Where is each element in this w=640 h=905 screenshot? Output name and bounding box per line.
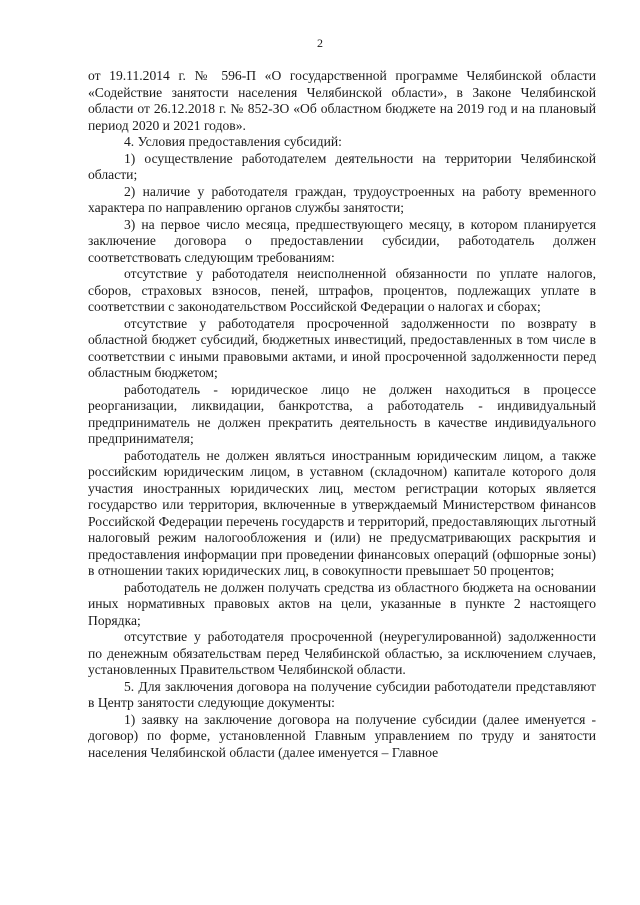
body-text — [88, 68, 596, 761]
paragraph: 1) осуществление работодателем деятельности на территории Челябинской области; — [88, 150, 596, 182]
paragraph: 2) наличие у работодателя граждан, трудоустроенных на работу временного характера по направлению органов службы занятости; — [88, 183, 596, 215]
paragraph: 5. Для заключения договора на получение субсидии работодатели представляют в Центр занятости следующие документы: — [88, 678, 596, 710]
paragraph: работодатель не должен являться иностранным юридическим лицом, а также российским юридическим лицом, в уставном (складочном) капитале которого доля участия иностранных юридических лиц, местом регистрации которых является государство или территория, включенные в утверждаемый Министерством финансов Российской Федерации перечень государств и территорий, предоставляющих льготный налоговый режим налогообложения и (или) не предусматривающих раскрытия и предоставления информации при проведении финансовых операций (офшорные зоны) в отношении таких юридических лиц, в совокупности превышает 50 процентов; — [88, 447, 596, 578]
paragraph: отсутствие у работодателя просроченной (неурегулированной) задолженности по денежным обязательствам перед Челябинской областью, за исключением случаев, установленных Правительством Челябинской области. — [88, 629, 596, 677]
paragraph: 3) на первое число месяца, предшествующего месяцу, в котором планируется заключение договора о предоставлении субсидии, работодатель должен соответствовать следующим требованиям: — [88, 216, 596, 265]
paragraph: отсутствие у работодателя просроченной задолженности по возврату в областной бюджет субсидий, бюджетных инвестиций, предоставленных в том числе в соответствии с иными правовыми актами, и иной просроченной задолженности перед областным бюджетом; — [88, 315, 596, 380]
paragraph: 4. Условия предоставления субсидий: — [124, 134, 342, 149]
paragraph: от 19.11.2014 г. № 596-П «О государственной программе Челябинской области «Содействие занятости населения Челябинской области», в Законе Челябинской области от 26.12.2018 г. № 852-ЗО «Об областном бюджете на 2019 год и на плановый период 2020 и 2021 годов». — [88, 68, 596, 133]
paragraph: 1) заявку на заключение договора на получение субсидии (далее именуется - договор) по форме, установленной Главным управлением по труду и занятости населения Челябинской области (далее именуется – Главное — [88, 711, 596, 760]
paragraph: работодатель - юридическое лицо не должен находиться в процессе реорганизации, ликвидации, банкротства, а работодатель - индивидуальный предприниматель не должен прекратить деятельность в качестве индивидуального предпринимателя; — [88, 381, 596, 446]
paragraph: отсутствие у работодателя неисполненной обязанности по уплате налогов, сборов, страховых взносов, пеней, штрафов, процентов, подлежащих уплате в соответствии с законодательством Российской Федерации о налогах и сборах; — [88, 266, 596, 314]
paragraph: работодатель не должен получать средства из областного бюджета на основании иных нормативных правовых актов на цели, указанные в пункте 2 настоящего Порядка; — [88, 579, 596, 628]
page-number: 2 — [317, 36, 323, 50]
